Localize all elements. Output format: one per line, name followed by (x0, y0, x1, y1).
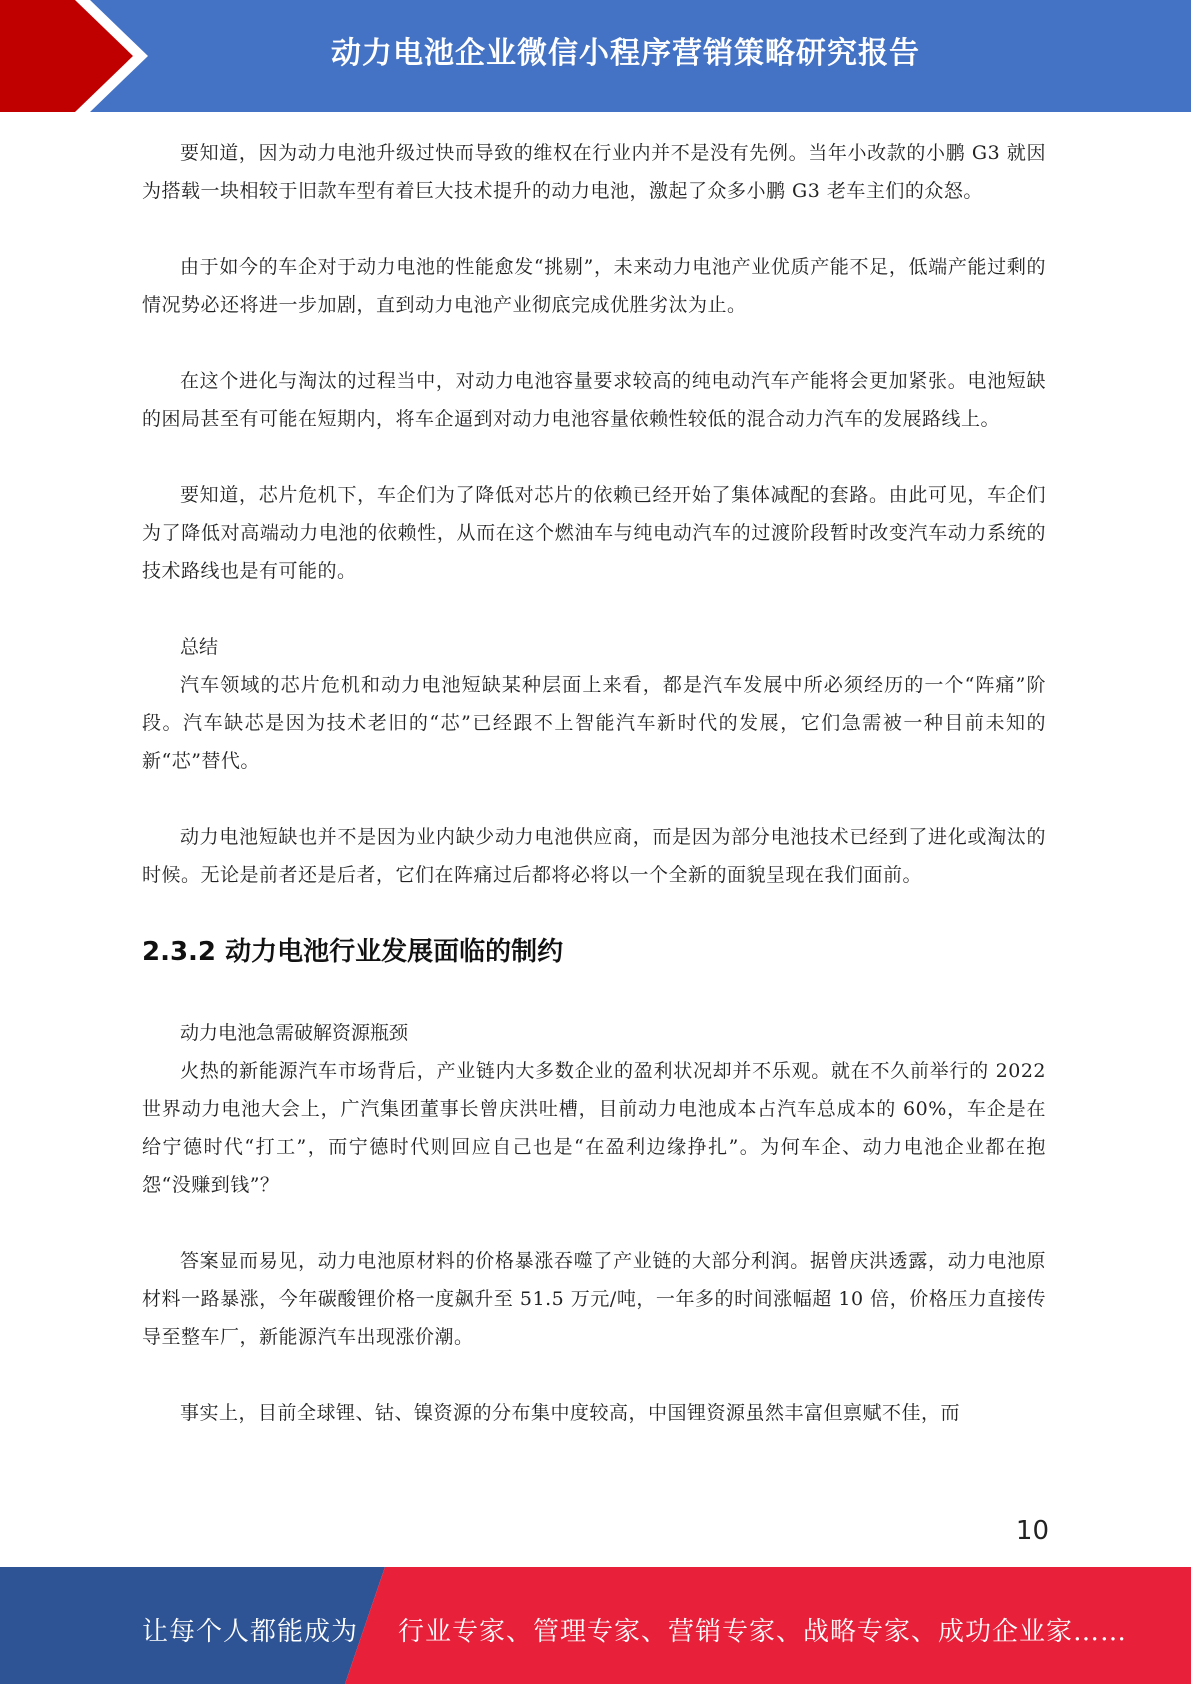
paragraph: 汽车领域的芯片危机和动力电池短缺某种层面上来看，都是汽车发展中所必须经历的一个“阵痛”阶段。汽车缺芯是因为技术老旧的“芯”已经跟不上智能汽车新时代的发展，它们急需被一种目前未知的新“芯”替代。 (142, 674, 1046, 772)
page-footer (0, 1567, 1191, 1684)
paragraph: 由于如今的车企对于动力电池的性能愈发“挑剔”，未来动力电池产业优质产能不足，低端产能过剩的情况势必还将进一步加剧，直到动力电池产业彻底完成优胜劣汰为止。 (142, 256, 1046, 316)
page-header (0, 0, 1191, 112)
header-title: 动力电池企业微信小程序营销策略研究报告 (331, 36, 920, 71)
paragraph: 在这个进化与淘汰的过程当中，对动力电池容量要求较高的纯电动汽车产能将会更加紧张。电池短缺的困局甚至有可能在短期内，将车企逼到对动力电池容量依赖性较低的混合动力汽车的发展路线上。 (142, 370, 1046, 430)
paragraph: 答案显而易见，动力电池原材料的价格暴涨吞噬了产业链的大部分利润。据曾庆洪透露，动力电池原材料一路暴涨，今年碳酸锂价格一度飙升至 51.5 万元/吨，一年多的时间涨幅超 10 倍，价格压力直接传导至整车厂，新能源汽车出现涨价潮。 (142, 1250, 1046, 1348)
page-number: 10 (1015, 1516, 1049, 1546)
document-body (142, 134, 1046, 1432)
footer-slogan-right: 行业专家、管理专家、营销专家、战略专家、成功企业家…… (398, 1617, 1128, 1647)
paragraph: 火热的新能源汽车市场背后，产业链内大多数企业的盈利状况却并不乐观。就在不久前举行的 2022 世界动力电池大会上，广汽集团董事长曾庆洪吐槽，目前动力电池成本占汽车总成本的 60%，车企是在给宁德时代“打工”，而宁德时代则回应自己也是“在盈利边缘挣扎”。为何车企、动力电池企业都在抱怨“没赚到钱”？ (142, 1060, 1046, 1196)
paragraph: 要知道，芯片危机下，车企们为了降低对芯片的依赖已经开始了集体减配的套路。由此可见，车企们为了降低对高端动力电池的依赖性，从而在这个燃油车与纯电动汽车的过渡阶段暂时改变汽车动力系统的技术路线也是有可能的。 (142, 484, 1046, 582)
summary-label: 总结 (180, 636, 219, 658)
section-subhead: 动力电池急需破解资源瓶颈 (180, 1022, 409, 1044)
paragraph: 要知道，因为动力电池升级过快而导致的维权在行业内并不是没有先例。当年小改款的小鹏 G3 就因为搭载一块相较于旧款车型有着巨大技术提升的动力电池，激起了众多小鹏 G3 老车主们的众怒。 (142, 142, 1046, 202)
footer-slogan-left: 让每个人都能成为 (142, 1617, 359, 1647)
paragraph: 动力电池短缺也并不是因为业内缺少动力电池供应商，而是因为部分电池技术已经到了进化或淘汰的时候。无论是前者还是后者，它们在阵痛过后都将必将以一个全新的面貌呈现在我们面前。 (142, 826, 1046, 886)
paragraph: 事实上，目前全球锂、钴、镍资源的分布集中度较高，中国锂资源虽然丰富但禀赋不佳，而 (180, 1402, 961, 1424)
section-heading: 2.3.2 动力电池行业发展面临的制约 (142, 937, 564, 967)
